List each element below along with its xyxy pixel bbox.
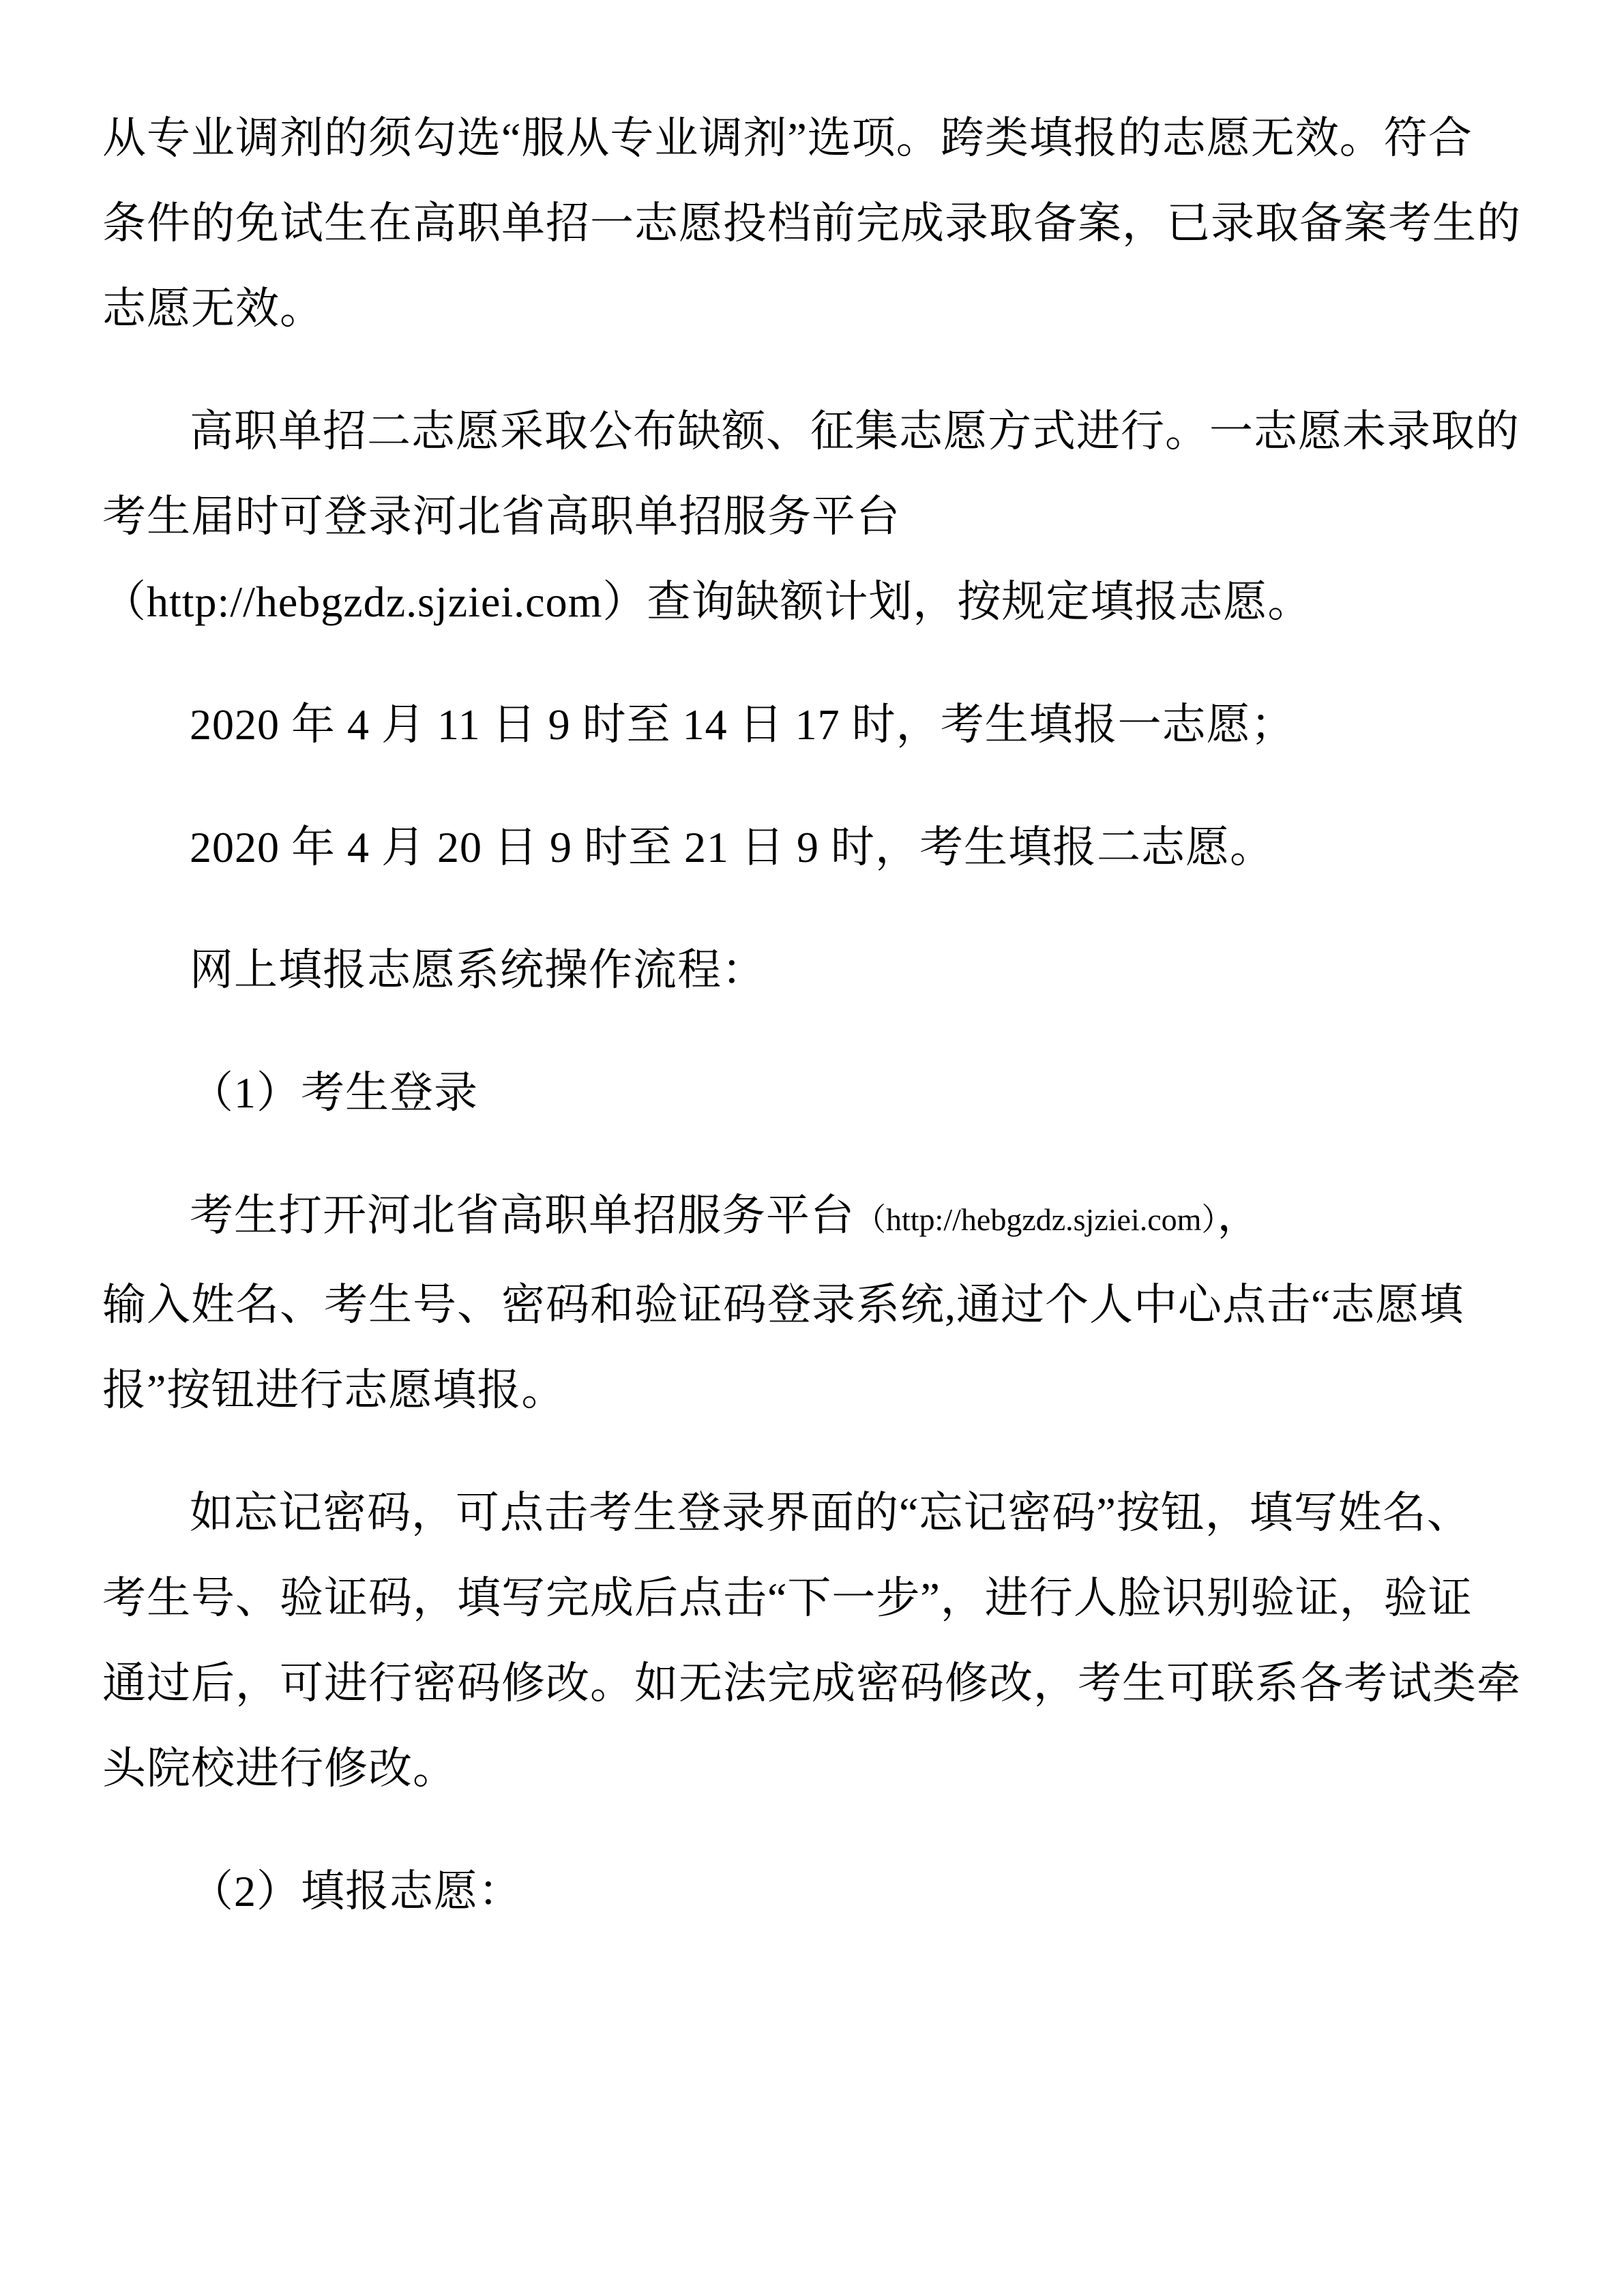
paragraph-login-steps: [102, 1173, 1521, 1433]
text-line: 志愿无效。: [102, 284, 324, 333]
text-line: 高职单招二志愿采取公布缺额、征集志愿方式进行。一志愿未录取的: [190, 407, 1520, 456]
text-line: （2）填报志愿：: [190, 1867, 522, 1915]
text-line: 从专业调剂的须勾选“服从专业调剂”选项。跨类填报的志愿无效。符合: [102, 114, 1473, 162]
text-line-with-url: [102, 1173, 1521, 1262]
text-line: 报”按钮进行志愿填报。: [102, 1366, 566, 1414]
text-line: 2020 年 4 月 20 日 9 时至 21 日 9 时，考生填报二志愿。: [190, 823, 1274, 871]
text-line: 考生届时可登录河北省高职单招服务平台: [102, 492, 900, 541]
paragraph-erzhiyuan-zhengji: [102, 389, 1521, 644]
text-line: 2020 年 4 月 11 日 9 时至 14 日 17 时，考生填报一志愿；: [190, 700, 1295, 749]
text-line: 网上填报志愿系统操作流程：: [190, 946, 766, 994]
paragraph-yizhiyuan-time: [102, 682, 1521, 767]
paragraph-continuation-mianshisheng: [102, 95, 1521, 351]
paragraph-step1-heading: [102, 1050, 1521, 1135]
text-segment: ，: [1217, 1191, 1262, 1240]
paragraph-step2-heading: [102, 1849, 1521, 1934]
url-text: （http://hebgzdz.sjziei.com）: [855, 1202, 1217, 1237]
text-line: 考生号、验证码，填写完成后点击“下一步”，进行人脸识别验证，验证: [102, 1574, 1473, 1622]
text-line: 输入姓名、考生号、密码和验证码登录系统,通过个人中心点击“志愿填: [102, 1281, 1464, 1329]
text-line: 通过后，可进行密码修改。如无法完成密码修改，考生可联系各考试类牵: [102, 1659, 1521, 1708]
paragraph-forgot-password: [102, 1470, 1521, 1811]
paragraph-erzhiyuan-time: [102, 805, 1521, 890]
text-line-with-url: （http://hebgzdz.sjziei.com）查询缺额计划，按规定填报志愿。: [102, 578, 1312, 626]
text-line: 头院校进行修改。: [102, 1744, 457, 1793]
text-line: 如忘记密码，可点击考生登录界面的“忘记密码”按钮，填写姓名、: [190, 1489, 1471, 1537]
paragraph-process-heading: [102, 927, 1521, 1013]
text-line: 条件的免试生在高职单招一志愿投档前完成录取备案，已录取备案考生的: [102, 199, 1521, 248]
text-line: （1）考生登录: [190, 1069, 478, 1117]
text-segment: 考生打开河北省高职单招服务平台: [190, 1191, 855, 1240]
